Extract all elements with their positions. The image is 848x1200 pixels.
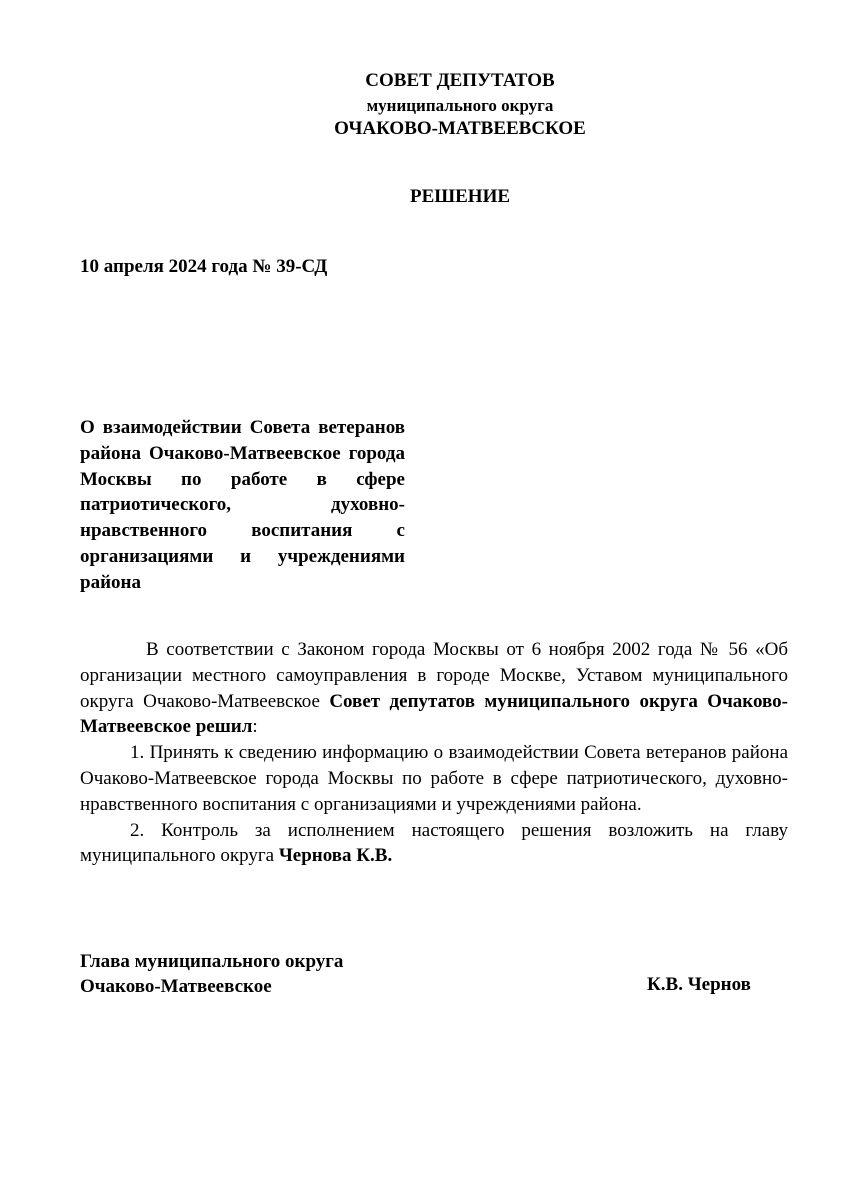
signature-block [80, 949, 343, 999]
date-number: 10 апреля 2024 года № 39-СД [80, 256, 328, 277]
item-1-text: 1. Принять к сведению информацию о взаимодействии Совета ветеранов района Очаково-Матвеевское города Москвы по работе в сфере патриотического, духовно-нравственного воспитания с организациями и учреждениями района. [80, 742, 788, 815]
item-2-bold: Чернова К.В. [278, 845, 393, 867]
preamble-paragraph [80, 637, 788, 740]
item-2 [80, 818, 788, 870]
item-2-text: 2. Контроль за исполнением настоящего решения возложить на главу муниципального округа [80, 819, 788, 867]
council-title: СОВЕТ ДЕПУТАТОВ [365, 70, 555, 91]
preamble-text: В соответствии с Законом города Москвы от 6 ноября 2002 года № 56 «Об организации местного самоуправления в городе Москве, Уставом муниципального округа Очаково-Матвеевское [80, 639, 788, 712]
document-type: РЕШЕНИЕ [409, 186, 511, 207]
preamble-tail: : [252, 716, 258, 738]
preamble-bold: Совет депутатов муниципального округа Очаково-Матвеевское решил [80, 690, 788, 738]
item-1 [80, 740, 788, 817]
decision-body [80, 637, 788, 869]
signature-position-line2: Очаково-Матвеевское [80, 976, 272, 997]
signer-name: К.В. Чернов [647, 974, 751, 995]
council-subtitle: муниципального округа [366, 96, 554, 115]
decision-subject: О взаимодействии Совета ветеранов района Очаково-Матвеевское города Москвы по работе в сфере патриотического, духовно-нравственного воспитания с организациями и учреждениями района [80, 417, 405, 593]
district-name: ОЧАКОВО-МАТВЕЕВСКОЕ [334, 118, 586, 139]
signature-position-line1: Глава муниципального округа [80, 951, 344, 972]
